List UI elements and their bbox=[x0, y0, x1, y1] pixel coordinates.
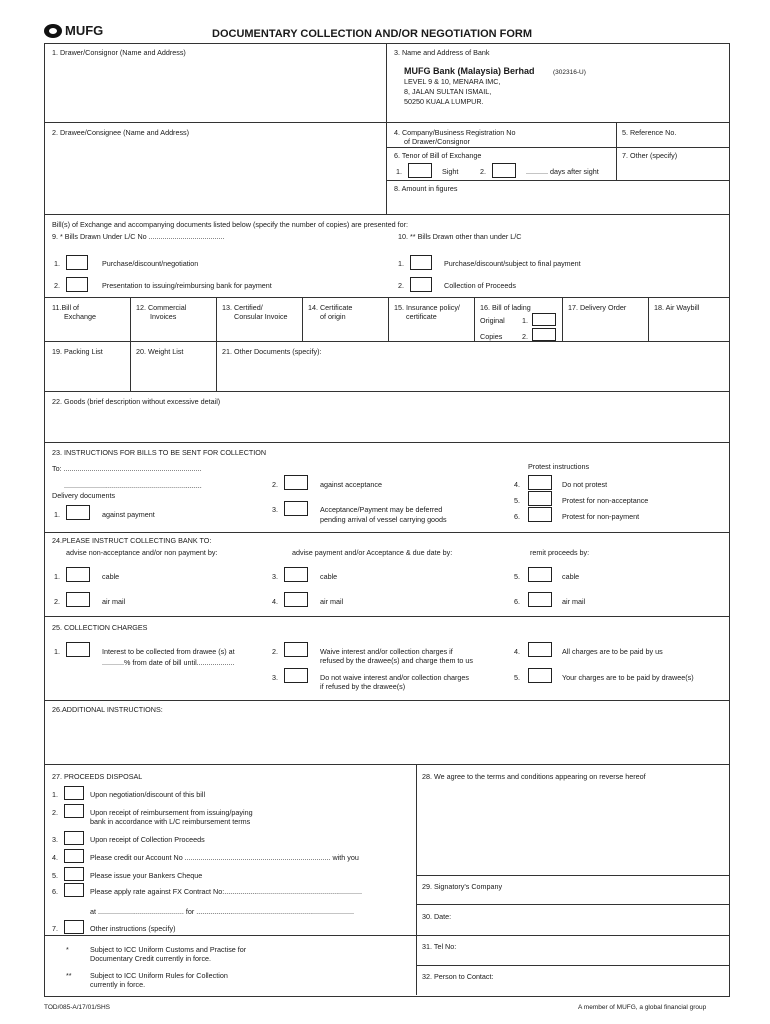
option-num: 5. bbox=[514, 572, 520, 581]
option-num: 2. bbox=[54, 597, 60, 606]
payment-cable-checkbox[interactable] bbox=[284, 567, 308, 582]
proceeds-negotiation-label: Upon negotiation/discount of this bill bbox=[90, 790, 206, 799]
doc-packing-list: 19. Packing List bbox=[52, 347, 103, 356]
note-urc-2: currently in force. bbox=[90, 980, 146, 989]
proceeds-fx-contract-label: Please apply rate against FX Contract No:..................................................................... bbox=[90, 887, 363, 896]
logo-text: MUFG bbox=[65, 23, 104, 38]
not-waive-interest-checkbox[interactable] bbox=[284, 668, 308, 683]
doc-air-waybill: 18. Air Waybill bbox=[654, 303, 700, 312]
nonlc-collection-checkbox[interactable] bbox=[410, 277, 432, 292]
remit-airmail-label: air mail bbox=[562, 597, 586, 606]
lc-purchase-label: Purchase/discount/negotiation bbox=[102, 259, 199, 268]
note-urc: Subject to ICC Uniform Rules for Collection bbox=[90, 971, 228, 980]
nonlc-collection-label: Collection of Proceeds bbox=[444, 281, 516, 290]
deferred-label-2: pending arrival of vessel carrying goods bbox=[320, 515, 447, 524]
collection-to: To: ..................................................................... bbox=[52, 464, 202, 473]
interest-collected-label: Interest to be collected from drawee (s) at bbox=[102, 647, 235, 656]
option-num: 3. bbox=[272, 572, 278, 581]
remit-cable-label: cable bbox=[562, 572, 580, 581]
lc-presentation-label: Presentation to issuing/reimbursing bank for payment bbox=[102, 281, 272, 290]
doc-bill-lading-copies-num: 2. bbox=[522, 332, 528, 341]
goods-label: 22. Goods (brief description without excessive detail) bbox=[52, 397, 221, 406]
reference-label: 5. Reference No. bbox=[622, 128, 677, 137]
doc-other: 21. Other Documents (specify): bbox=[222, 347, 322, 356]
doc-weight-list: 20. Weight List bbox=[136, 347, 184, 356]
collection-instructions-label: 23. INSTRUCTIONS FOR BILLS TO BE SENT FOR COLLECTION bbox=[52, 448, 267, 457]
remit-airmail-checkbox[interactable] bbox=[528, 592, 552, 607]
against-payment-label: against payment bbox=[102, 510, 155, 519]
bank-name: MUFG Bank (Malaysia) Berhad bbox=[404, 66, 535, 76]
option-num: 4. bbox=[52, 853, 58, 862]
agree-terms-label: 28. We agree to the terms and conditions appearing on reverse hereof bbox=[422, 772, 646, 781]
drawer-label: 1. Drawer/Consignor (Name and Address) bbox=[52, 48, 186, 57]
doc-bill-exchange: 11.Bill of bbox=[52, 303, 80, 312]
date-label: 30. Date: bbox=[422, 912, 452, 921]
advise-airmail-label: air mail bbox=[102, 597, 126, 606]
option-num: 1. bbox=[54, 572, 60, 581]
doc-certificate-origin-2: of origin bbox=[320, 312, 346, 321]
drawee-label: 2. Drawee/Consignee (Name and Address) bbox=[52, 128, 190, 137]
option-num: 5. bbox=[514, 496, 520, 505]
member-note: A member of MUFG, a global financial group bbox=[578, 1004, 707, 1011]
doc-certificate-origin: 14. Certificate bbox=[308, 303, 353, 312]
contact-person-label: 32. Person to Contact: bbox=[422, 972, 494, 981]
advise-cable-checkbox[interactable] bbox=[66, 567, 90, 582]
option-num: 2. bbox=[52, 808, 58, 817]
option-num: 4. bbox=[514, 480, 520, 489]
advise-non-acceptance-heading: advise non-acceptance and/or non payment by: bbox=[66, 548, 218, 557]
not-waive-interest-label-2: if refused by the drawee(s) bbox=[320, 682, 406, 691]
proceeds-negotiation-checkbox[interactable] bbox=[64, 786, 84, 800]
not-waive-interest-label: Do not waive interest and/or collection charges bbox=[320, 673, 470, 682]
proceeds-credit-account-label: Please credit our Account No ......................................................................... with you bbox=[90, 853, 359, 862]
option-num: 1. bbox=[52, 790, 58, 799]
against-acceptance-label: against acceptance bbox=[320, 480, 382, 489]
note-ucp-2: Documentary Credit currently in force. bbox=[90, 954, 212, 963]
proceeds-reimbursement-checkbox[interactable] bbox=[64, 804, 84, 818]
option-num: 1. bbox=[54, 647, 60, 656]
doc-consular-invoice-2: Consular Invoice bbox=[234, 312, 288, 321]
tenor-opt2-num: 2. bbox=[480, 167, 486, 176]
protest-non-acceptance-label: Protest for non-acceptance bbox=[562, 496, 649, 505]
option-num: 7. bbox=[52, 924, 58, 933]
interest-collected-checkbox[interactable] bbox=[66, 642, 90, 657]
nonlc-purchase-checkbox[interactable] bbox=[410, 255, 432, 270]
option-num: 2. bbox=[398, 281, 404, 290]
bill-lading-original-box[interactable] bbox=[532, 313, 556, 326]
tenor-sight-checkbox[interactable] bbox=[408, 163, 432, 178]
reg-no-label-2: of Drawer/Consignor bbox=[404, 137, 470, 146]
signature-field[interactable] bbox=[418, 784, 727, 874]
option-num: 2. bbox=[272, 480, 278, 489]
protest-non-payment-checkbox[interactable] bbox=[528, 507, 552, 522]
proceeds-bankers-cheque-checkbox[interactable] bbox=[64, 867, 84, 881]
option-num: 6. bbox=[514, 512, 520, 521]
option-num: 1. bbox=[54, 510, 60, 519]
option-num: 6. bbox=[514, 597, 520, 606]
payment-airmail-checkbox[interactable] bbox=[284, 592, 308, 607]
advise-airmail-checkbox[interactable] bbox=[66, 592, 90, 607]
option-num: 5. bbox=[514, 673, 520, 682]
signatory-company-label: 29. Signatory's Company bbox=[422, 882, 503, 891]
bills-non-lc-label: 10. ** Bills Drawn other than under L/C bbox=[398, 232, 522, 241]
waive-interest-label-2: refused by the drawee(s) and charge them to us bbox=[320, 656, 474, 665]
advise-payment-heading: advise payment and/or Acceptance & due date by: bbox=[292, 548, 453, 557]
other-specify-label: 7. Other (specify) bbox=[622, 151, 678, 160]
additional-instructions-label: 26.ADDITIONAL INSTRUCTIONS: bbox=[52, 705, 163, 714]
doc-delivery-order: 17. Delivery Order bbox=[568, 303, 627, 312]
doc-commercial-invoices-2: Invoices bbox=[150, 312, 177, 321]
option-num: 2. bbox=[54, 281, 60, 290]
collection-charges-label: 25. COLLECTION CHARGES bbox=[52, 623, 148, 632]
doc-bill-lading-original: Original bbox=[480, 316, 505, 325]
reg-no-label: 4. Company/Business Registration No bbox=[394, 128, 516, 137]
proceeds-collection-checkbox[interactable] bbox=[64, 831, 84, 845]
doc-commercial-invoices: 12. Commercial bbox=[136, 303, 187, 312]
waive-interest-checkbox[interactable] bbox=[284, 642, 308, 657]
interest-collected-label-2: ...........% from date of bill until................... bbox=[102, 658, 235, 667]
proceeds-collection-label: Upon receipt of Collection Proceeds bbox=[90, 835, 205, 844]
lc-purchase-checkbox[interactable] bbox=[66, 255, 88, 270]
collection-to-2: ..................................................................... bbox=[64, 481, 202, 490]
page-title: DOCUMENTARY COLLECTION AND/OR NEGOTIATION FORM bbox=[212, 28, 533, 40]
proceeds-other-checkbox[interactable] bbox=[64, 920, 84, 934]
bank-address-1: LEVEL 9 & 10, MENARA IMC, bbox=[404, 77, 501, 86]
proceeds-bankers-cheque-label: Please issue your Bankers Cheque bbox=[90, 871, 203, 880]
option-num: 1. bbox=[398, 259, 404, 268]
amount-label: 8. Amount in figures bbox=[394, 184, 458, 193]
doc-bill-lading-copies: Copies bbox=[480, 332, 503, 341]
charges-paid-by-drawee-label: Your charges are to be paid by drawee(s) bbox=[562, 673, 694, 682]
waive-interest-label: Waive interest and/or collection charges if bbox=[320, 647, 453, 656]
note-ucp: Subject to ICC Uniform Customs and Practise for bbox=[90, 945, 247, 954]
do-not-protest-label: Do not protest bbox=[562, 480, 608, 489]
bank-label: 3. Name and Address of Bank bbox=[394, 48, 490, 57]
charges-paid-by-us-checkbox[interactable] bbox=[528, 642, 552, 657]
instruct-bank-label: 24.PLEASE INSTRUCT COLLECTING BANK TO: bbox=[52, 536, 212, 545]
proceeds-fx-contract-checkbox[interactable] bbox=[64, 883, 84, 897]
bank-address-3: 50250 KUALA LUMPUR. bbox=[404, 97, 484, 106]
note-mark-1: * bbox=[66, 945, 69, 954]
option-num: 1. bbox=[54, 259, 60, 268]
charges-paid-by-us-label: All charges are to be paid by us bbox=[562, 647, 663, 656]
payment-airmail-label: air mail bbox=[320, 597, 344, 606]
proceeds-credit-account-checkbox[interactable] bbox=[64, 849, 84, 863]
tenor-label: 6. Tenor of Bill of Exchange bbox=[394, 151, 482, 160]
option-num: 4. bbox=[272, 597, 278, 606]
option-num: 3. bbox=[272, 505, 278, 514]
doc-insurance: 15. Insurance policy/ bbox=[394, 303, 460, 312]
tel-label: 31. Tel No: bbox=[422, 942, 457, 951]
option-num: 6. bbox=[52, 887, 58, 896]
proceeds-reimbursement-label: Upon receipt of reimbursement from issuing/paying bbox=[90, 808, 253, 817]
lc-presentation-checkbox[interactable] bbox=[66, 277, 88, 292]
tenor-days-checkbox[interactable] bbox=[492, 163, 516, 178]
drawee-field[interactable] bbox=[46, 138, 384, 212]
tenor-days-label: ........... days after sight bbox=[526, 167, 599, 176]
form-code: TOD/085-A/17/01/SHS bbox=[44, 1004, 110, 1011]
protest-non-acceptance-checkbox[interactable] bbox=[528, 491, 552, 506]
nonlc-purchase-label: Purchase/discount/subject to final payment bbox=[444, 259, 581, 268]
doc-consular-invoice: 13. Certified/ bbox=[222, 303, 263, 312]
deferred-label: Acceptance/Payment may be deferred bbox=[320, 505, 443, 514]
proceeds-fx-contract-label-2: at ........................................... for ............................................................................... bbox=[90, 907, 354, 916]
proceeds-disposal-label: 27. PROCEEDS DISPOSAL bbox=[52, 772, 143, 781]
against-acceptance-checkbox[interactable] bbox=[284, 475, 308, 490]
note-mark-2: ** bbox=[66, 971, 72, 980]
doc-bill-lading-original-num: 1. bbox=[522, 316, 528, 325]
protest-non-payment-label: Protest for non-payment bbox=[562, 512, 640, 521]
tenor-opt1-num: 1. bbox=[396, 167, 402, 176]
option-num: 3. bbox=[272, 673, 278, 682]
against-payment-checkbox[interactable] bbox=[66, 505, 90, 520]
delivery-documents-label: Delivery documents bbox=[52, 491, 116, 500]
doc-bill-lading: 16. Bill of lading bbox=[480, 303, 531, 312]
bills-lc-label: 9. * Bills Drawn Under L/C No ...................................... bbox=[52, 232, 225, 241]
bills-intro: Bill(s) of Exchange and accompanying documents listed below (specify the number of copies) are presented for: bbox=[52, 220, 408, 229]
remit-cable-checkbox[interactable] bbox=[528, 567, 552, 582]
bank-reg: (302316-U) bbox=[553, 69, 586, 76]
payment-cable-label: cable bbox=[320, 572, 338, 581]
charges-paid-by-drawee-checkbox[interactable] bbox=[528, 668, 552, 683]
option-num: 3. bbox=[52, 835, 58, 844]
remit-proceeds-heading: remit proceeds by: bbox=[530, 548, 590, 557]
option-num: 5. bbox=[52, 871, 58, 880]
bill-lading-copies-box[interactable] bbox=[532, 328, 556, 341]
proceeds-reimbursement-label-2: bank in accordance with L/C reimbursement terms bbox=[90, 817, 251, 826]
doc-bill-exchange-2: Exchange bbox=[64, 312, 96, 321]
mufg-logo-inner bbox=[49, 28, 57, 34]
tenor-sight-label: Sight bbox=[442, 167, 459, 176]
protest-instructions-label: Protest instructions bbox=[528, 462, 590, 471]
advise-cable-label: cable bbox=[102, 572, 120, 581]
bank-address-2: 8, JALAN SULTAN ISMAIL, bbox=[404, 87, 492, 96]
drawer-field[interactable] bbox=[46, 58, 384, 120]
doc-insurance-2: certificate bbox=[406, 312, 437, 321]
proceeds-other-label: Other instructions (specify) bbox=[90, 924, 176, 933]
do-not-protest-checkbox[interactable] bbox=[528, 475, 552, 490]
option-num: 4. bbox=[514, 647, 520, 656]
option-num: 2. bbox=[272, 647, 278, 656]
deferred-checkbox[interactable] bbox=[284, 501, 308, 516]
